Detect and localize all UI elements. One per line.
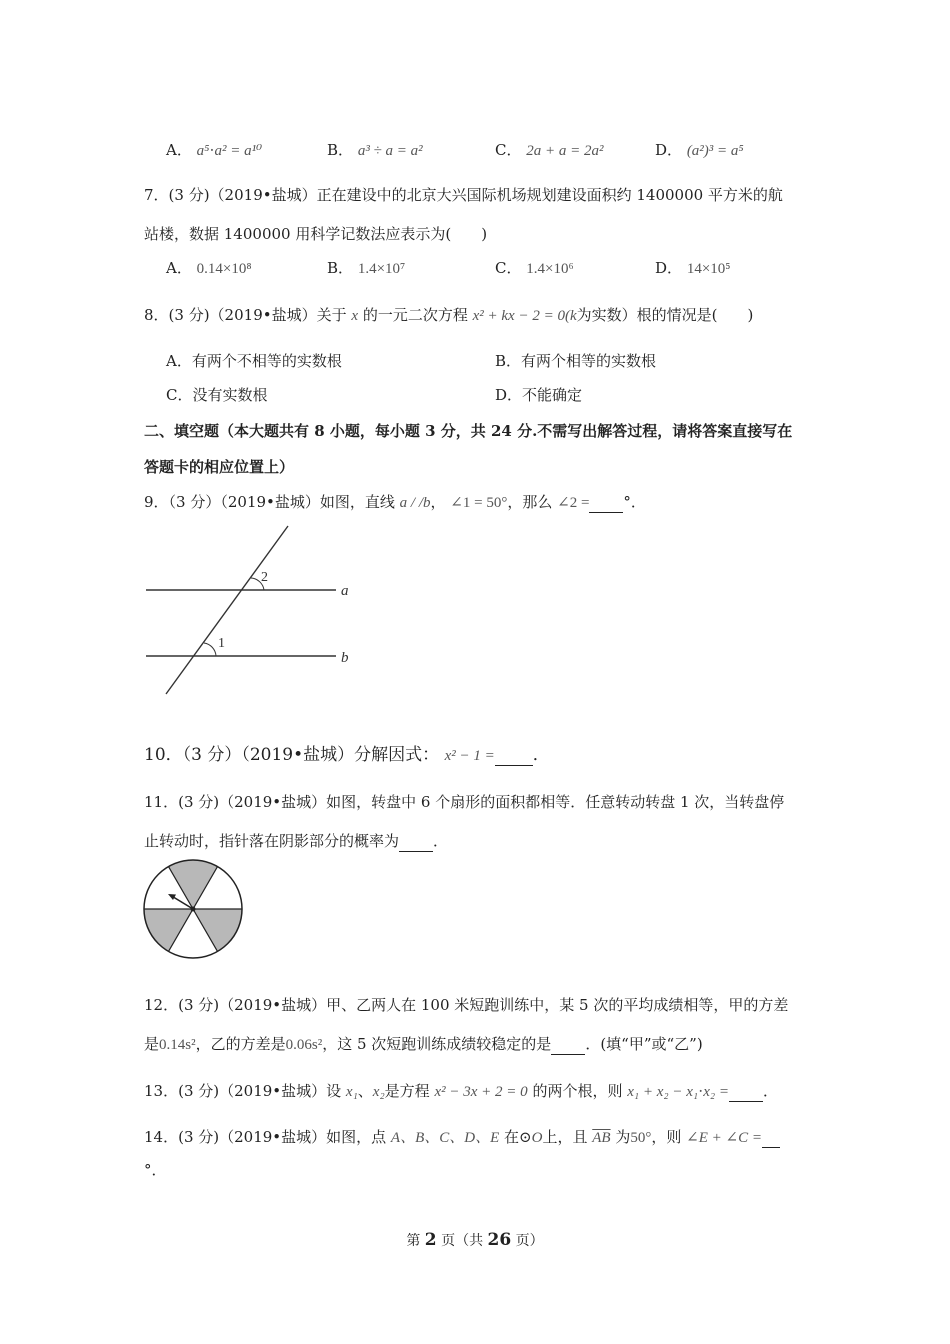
q11-line2: 止转动时，指针落在阴影部分的概率为 ． [144, 832, 449, 850]
angle-2-label: 2 [261, 570, 268, 585]
q6-option-a: A． a⁵⋅a² = a¹⁰ [166, 141, 263, 159]
q12-answer-blank[interactable] [551, 1034, 585, 1055]
q6-option-b-expr: a³ ÷ a = a² [357, 143, 423, 159]
shaded-sector-lower-right [193, 909, 242, 951]
q13-answer-blank[interactable] [729, 1081, 763, 1102]
q8-option-a: A．有两个不相等的实数根 [166, 352, 342, 370]
q7-option-b: B． 1.4×10⁷ [327, 259, 406, 277]
line-b-label: b [341, 650, 349, 666]
q7-option-c: C． 1.4×10⁶ [495, 259, 574, 277]
section2-heading-line2: 答题卡的相应位置上） [144, 458, 295, 476]
q11-line1: 11．(3 分)（2019•盐城）如图，转盘中 6 个扇形的面积都相等．任意转动转盘 1 次，当转盘停 [144, 793, 785, 811]
q6-option-a-expr: a⁵⋅a² = a¹⁰ [196, 143, 263, 159]
page-footer: 第 2 页（共 26 页） [406, 1230, 544, 1250]
q9-answer-blank[interactable] [589, 492, 623, 513]
q9-stem: 9．（3 分）（2019•盐城）如图，直线 a / /b， ∠1 = 50°，那么 ∠2 = °． [144, 493, 646, 511]
q8-option-d: D．不能确定 [495, 386, 583, 404]
q10-stem: 10．（3 分）（2019•盐城）分解因式： x² − 1 = ． [144, 745, 550, 765]
q14-stem: 14．(3 分)（2019•盐城）如图，点 A、B、C、D、E 在⊙O上，且 $\overline{AB}$ 为50°，则 ∠E + ∠C = [144, 1127, 780, 1148]
q6-option-b: B． a³ ÷ a = a² [327, 141, 423, 159]
line-a-label: a [341, 583, 349, 599]
q8-option-c: C．没有实数根 [166, 386, 268, 404]
q14-line2: °． [144, 1161, 167, 1179]
q13-stem: 13．(3 分)（2019•盐城）设 x₁、x₂是方程 x² − 3x + 2 = 0 的两个根，则 x₁ + x₂ − x₁⋅x₂ = ． [144, 1082, 778, 1100]
shaded-sector-top [169, 860, 218, 909]
q11-answer-blank[interactable] [399, 831, 433, 852]
page-total: 26 [487, 1230, 512, 1250]
q10-answer-blank[interactable] [495, 745, 533, 766]
q6-option-d: D． (a²)³ = a⁵ [655, 141, 744, 159]
q14-answer-blank[interactable] [762, 1127, 780, 1148]
angle-1-arc [204, 643, 216, 656]
q7-option-a: A． 0.14×10⁸ [166, 259, 252, 277]
section2-heading-line1: 二、填空题（本大题共有 8 小题，每小题 3 分，共 24 分.不需写出解答过程，请将答案直接写在 [144, 422, 793, 440]
q7-line2: 站楼，数据 1400000 用科学记数法应表示为( ) [144, 225, 488, 243]
q7-line1: 7．(3 分)（2019•盐城）正在建设中的北京大兴国际机场规划建设面积约 1400000 平方米的航 [144, 186, 783, 204]
angle-1-label: 1 [218, 636, 225, 651]
spinner-center [191, 907, 196, 912]
q8-option-b: B．有两个相等的实数根 [495, 352, 657, 370]
q12-line1: 12．(3 分)（2019•盐城）甲、乙两人在 100 米短跑训练中，某 5 次的平均成绩相等，甲的方差 [144, 996, 789, 1014]
q7-option-d: D． 14×10⁵ [655, 259, 731, 277]
q12-line2: 是0.14s²，乙的方差是0.06s²，这 5 次短跑训练成绩较稳定的是 ．(填“甲”或“乙”) [144, 1035, 703, 1053]
shaded-sector-lower-left [144, 909, 193, 951]
q6-option-c: C． 2a + a = 2a² [495, 141, 604, 159]
q9-figure [140, 522, 370, 702]
q6-option-c-expr: 2a + a = 2a² [526, 143, 604, 159]
q11-spinner-figure [140, 858, 248, 962]
page-number: 2 [424, 1230, 437, 1250]
arc-ab: $\overline{AB}$ [592, 1130, 611, 1146]
q6-option-d-expr: (a²)³ = a⁵ [686, 143, 744, 159]
transversal-line [166, 526, 288, 694]
q8-stem: 8．(3 分)（2019•盐城）关于 x 的一元二次方程 x² + kx − 2 = 0(k为实数）根的情况是( ) [144, 306, 754, 324]
